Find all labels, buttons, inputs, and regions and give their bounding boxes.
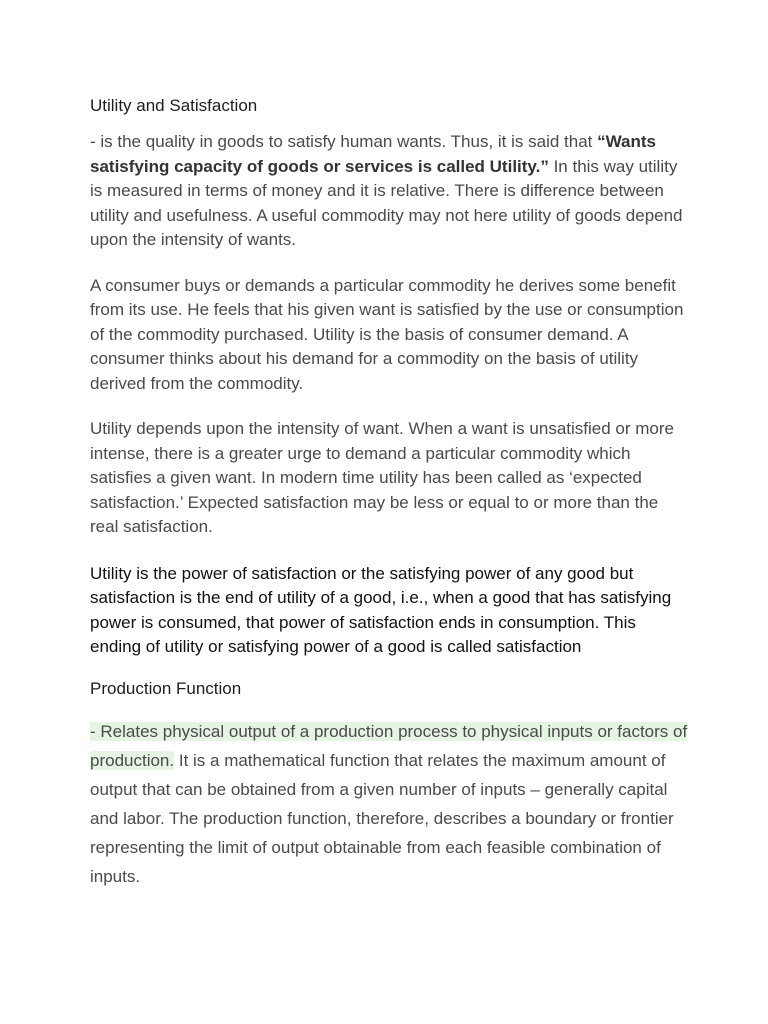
paragraph-intensity-of-want: Utility depends upon the intensity of want. When a want is unsatisfied or more intense, there is a greater urge to demand a particular commodity which satisfies a given want. In modern time utility has been called as ‘expected satisfaction.’ Expected satisfaction may be less or equal to or more than the real satisfaction. (90, 419, 674, 536)
paragraph-rest-text: It is a mathematical function that relates the maximum amount of output that can be obtained from a given number of inputs – generally capital and labor. The production function, therefore, describes a boundary or frontier representing the limit of output obtainable from each feasible combination of inputs. (90, 750, 674, 886)
bold-quote: “Wants satisfying capacity of goods or services is called Utility.” (90, 132, 656, 176)
paragraph-power-of-satisfaction: Utility is the power of satisfaction or the satisfying power of any good but satisfaction is the end of utility of a good, i.e., when a good that has satisfying power is consumed, that power of satisfaction ends in consumption. This ending of utility or satisfying power of a good is called satisfaction (90, 563, 672, 656)
paragraph-production-function (90, 717, 690, 891)
paragraph-rest-text: In this way utility is measured in terms of money and it is relative. There is difference between utility and usefulness. A useful commodity may not here utility of goods depend upon the intensity of wants. (90, 156, 683, 249)
document-page (90, 93, 690, 891)
paragraph-utility-definition (90, 130, 690, 253)
section-heading-production: Production Function (90, 678, 242, 698)
paragraph-consumer-demand: A consumer buys or demands a particular commodity he derives some benefit from its use. He feels that his given want is satisfied by the use or consumption of the commodity purchased. Utility is the basis of consumer demand. A consumer thinks about his demand for a commodity on the basis of utility derived from the commodity. (90, 275, 684, 393)
highlighted-text: - Relates physical output of a production process to physical inputs or factors of production. (90, 721, 688, 770)
section-heading-utility: Utility and Satisfaction (90, 96, 258, 115)
paragraph-lead-text: - is the quality in goods to satisfy human wants. Thus, it is said that (90, 132, 598, 151)
